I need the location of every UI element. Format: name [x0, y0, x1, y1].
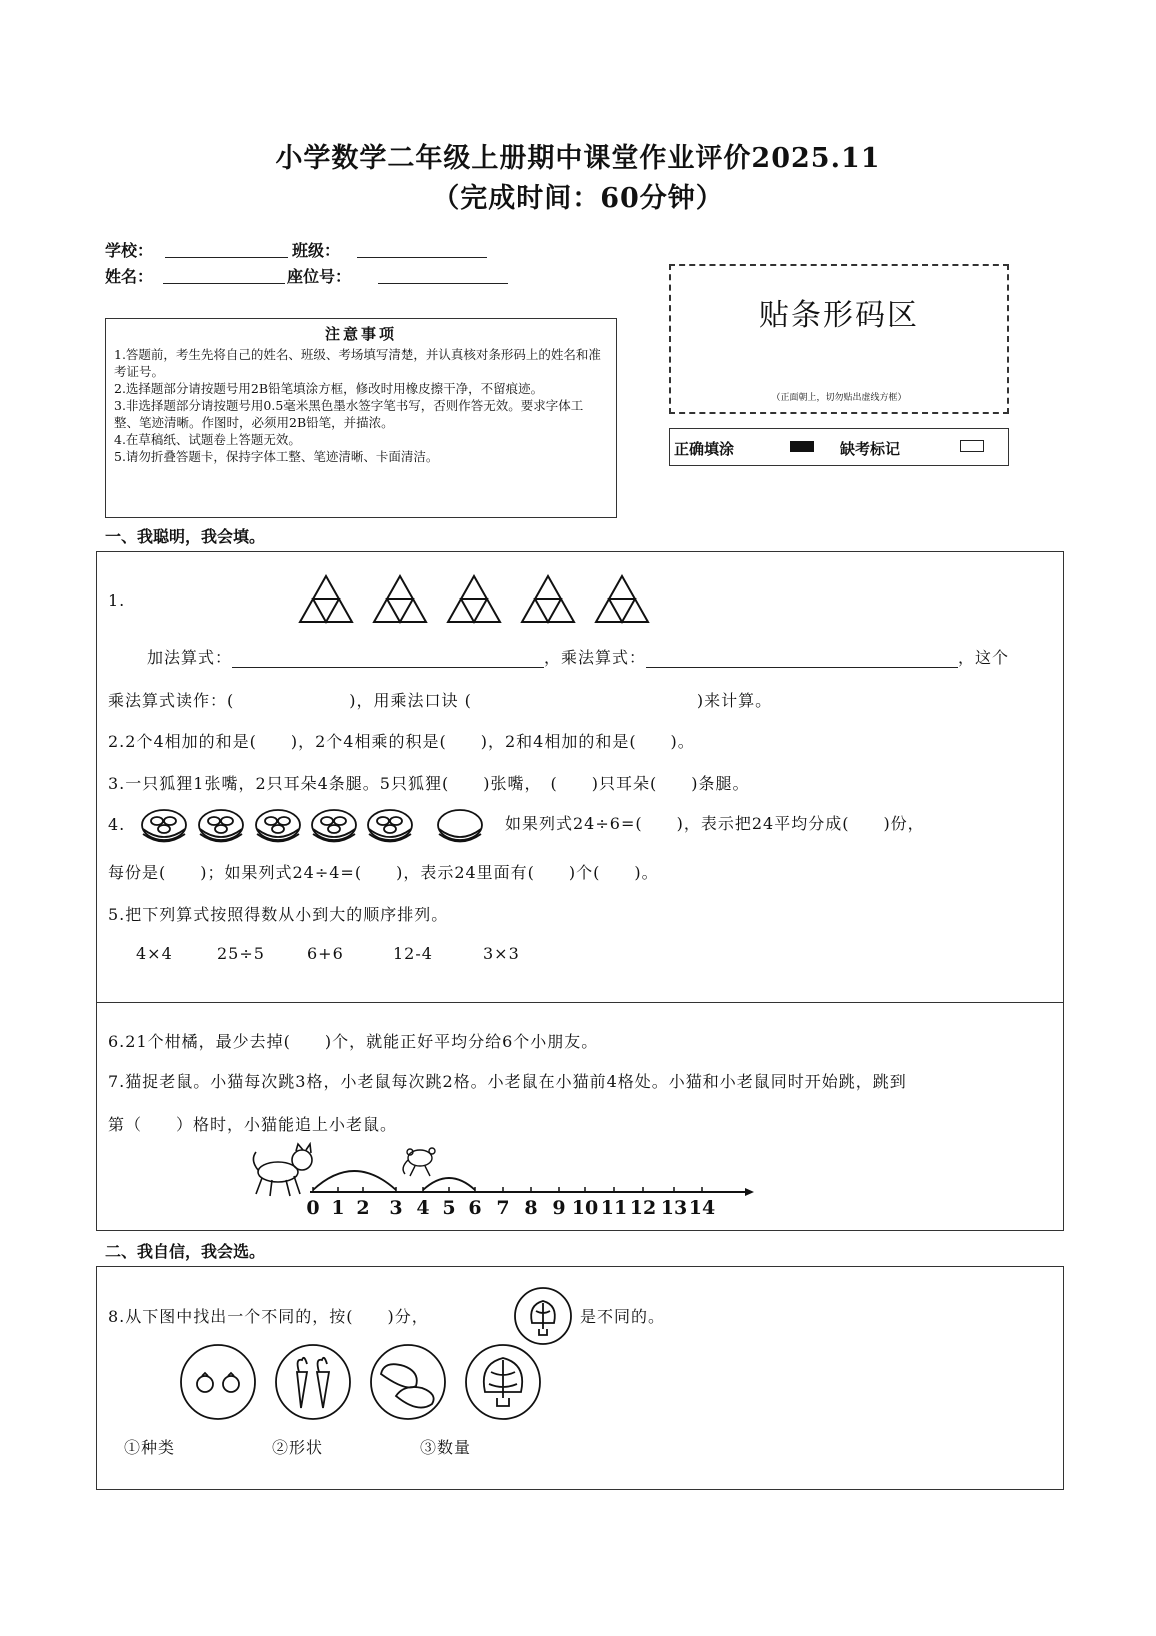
cat-icon — [253, 1144, 312, 1196]
triangle-group-icon — [374, 576, 426, 622]
number-line-label: 5 — [442, 1197, 456, 1218]
axis-arrow-icon — [745, 1188, 754, 1196]
barcode-note: （正面朝上，切勿贴出虚线方框） — [771, 393, 907, 403]
steamer-basket-icon — [142, 810, 186, 842]
q4-text-a: 如果列式24÷6=( )，表示把24平均分成( )份， — [505, 814, 925, 833]
notice-item: 1.答题前，考生先将自己的姓名、班级、考场填写清楚，并认真核对条形码上的姓名和准考证号。 — [114, 347, 601, 379]
notice-item: 4.在草稿纸、试题卷上答题无效。 — [114, 432, 301, 447]
notice-title: 注意事项 — [324, 325, 397, 343]
triangle-group-icon — [522, 576, 574, 622]
q6-text: 6.21个柑橘，最少去掉( )个，就能正好平均分给6个小朋友。 — [108, 1032, 599, 1051]
carrot-plate-icon — [276, 1345, 350, 1419]
fill-legend — [669, 428, 1009, 466]
steamer-baskets-figure — [140, 807, 490, 849]
triangle-group-icon — [596, 576, 648, 622]
steamer-basket-icon — [368, 810, 412, 842]
option-3[interactable]: ③数量 — [420, 1438, 472, 1457]
q1-mul-label: ，乘法算式： — [544, 648, 647, 667]
q1-calc-text: )来计算。 — [696, 691, 773, 710]
q7-text-b: 第（ ）格时，小猫能追上小老鼠。 — [108, 1115, 398, 1134]
section2-title: 二、我自信，我会选。 — [105, 1242, 266, 1261]
eggplant-plate-icon — [371, 1345, 445, 1419]
steamer-basket-icon — [256, 810, 300, 842]
cabbage-plate-icon — [512, 1285, 574, 1347]
mouse-icon — [403, 1148, 435, 1176]
steamer-basket-icon — [438, 810, 482, 842]
steamer-basket-icon — [312, 810, 356, 842]
seat-field[interactable] — [378, 282, 508, 284]
triangles-figure — [298, 573, 658, 627]
number-line-figure — [250, 1142, 760, 1218]
number-line-label: 1 — [331, 1197, 345, 1218]
section1-title: 一、我聪明，我会填。 — [105, 527, 266, 546]
q5-expr: 12-4 — [393, 944, 433, 963]
q8-text-a: 8.从下图中找出一个不同的，按( )分， — [108, 1307, 429, 1326]
number-line-label: 0 — [306, 1197, 320, 1218]
option-1[interactable]: ①种类 — [124, 1438, 176, 1457]
class-label: 班级： — [292, 241, 341, 260]
number-line-label: 7 — [496, 1197, 510, 1218]
barcode-area — [669, 264, 1009, 414]
q4-number: 4. — [108, 815, 126, 834]
notice-item: 2.选择题部分请按题号用2B铅笔填涂方框，修改时用橡皮擦干净，不留痕迹。 — [114, 381, 544, 396]
number-line-label: 14 — [688, 1197, 716, 1218]
number-line-label: 6 — [468, 1197, 482, 1218]
number-line-label: 10 — [571, 1197, 599, 1218]
q1-read-text: 乘法算式读作：( — [108, 691, 235, 710]
q1-mul-blank[interactable] — [646, 648, 958, 668]
correct-fill-label: 正确填涂 — [674, 440, 735, 458]
name-field[interactable] — [163, 282, 285, 284]
number-line-label: 3 — [389, 1197, 403, 1218]
triangle-group-icon — [448, 576, 500, 622]
notice-item: 3.非选择题部分请按题号用0.5毫米黑色墨水签字笔书写，否则作答无效。要求字体工整、笔迹清晰。作图时，必须用2B铅笔，并描浓。 — [114, 398, 584, 430]
q5-expr: 4×4 — [136, 944, 173, 963]
name-label: 姓名： — [105, 267, 154, 286]
number-line-label: 8 — [524, 1197, 538, 1218]
school-field[interactable] — [165, 256, 288, 258]
barcode-label: 贴条形码区 — [759, 298, 919, 333]
q5-expr: 6+6 — [307, 944, 344, 963]
absent-mark-label: 缺考标记 — [840, 440, 901, 458]
number-line-label: 11 — [600, 1197, 628, 1218]
q1-number: 1. — [108, 591, 126, 610]
filled-mark-icon — [790, 441, 814, 452]
q5-expr: 3×3 — [483, 944, 520, 963]
seat-label: 座位号： — [287, 267, 352, 286]
absent-checkbox[interactable] — [960, 440, 984, 452]
number-line-labels — [306, 1197, 715, 1218]
notice-box — [105, 318, 617, 518]
vegetable-plates-figure — [176, 1340, 556, 1424]
number-line-label: 12 — [629, 1197, 657, 1218]
q1-this-label: ，这个 — [958, 648, 1010, 667]
notice-item: 5.请勿折叠答题卡，保持字体工整、笔迹清晰、卡面清洁。 — [114, 449, 439, 464]
q8-text-b: 是不同的。 — [580, 1307, 666, 1326]
cabbage-plate-icon — [466, 1345, 540, 1419]
tomato-plate-icon — [181, 1345, 255, 1419]
q5-text: 5.把下列算式按照得数从小到大的顺序排列。 — [108, 905, 449, 924]
number-line-label: 2 — [356, 1197, 370, 1218]
q1-rhyme-text: )，用乘法口诀 ( — [349, 691, 472, 710]
q5-expr: 25÷5 — [217, 944, 265, 963]
option-2[interactable]: ②形状 — [272, 1438, 324, 1457]
q2-text: 2.2个4相加的和是( )，2个4相乘的积是( )，2和4相加的和是( )。 — [108, 732, 695, 751]
q4-text-b: 每份是( )；如果列式24÷4=( )，表示24里面有( )个( )。 — [108, 863, 659, 882]
page-subtitle: （完成时间：60分钟） — [432, 183, 724, 214]
q1-add-blank[interactable] — [232, 648, 544, 668]
page-title: 小学数学二年级上册期中课堂作业评价2025.11 — [275, 143, 881, 174]
school-label: 学校： — [105, 241, 154, 260]
number-line-label: 13 — [660, 1197, 688, 1218]
q1-reading-line — [108, 688, 772, 711]
number-line-label: 9 — [552, 1197, 566, 1218]
q1-add-label: 加法算式： — [147, 648, 233, 667]
q7-text-a: 7.猫捉老鼠。小猫每次跳3格，小老鼠每次跳2格。小老鼠在小猫前4格处。小猫和小老鼠同时开始跳，跳到 — [108, 1072, 907, 1091]
q3-text: 3.一只狐狸1张嘴，2只耳朵4条腿。5只狐狸( )张嘴， ( )只耳朵( )条腿。 — [108, 774, 750, 793]
number-line-label: 4 — [416, 1197, 430, 1218]
steamer-basket-icon — [199, 810, 243, 842]
class-field[interactable] — [357, 256, 487, 258]
q1-addition-line — [147, 645, 1009, 668]
triangle-group-icon — [300, 576, 352, 622]
